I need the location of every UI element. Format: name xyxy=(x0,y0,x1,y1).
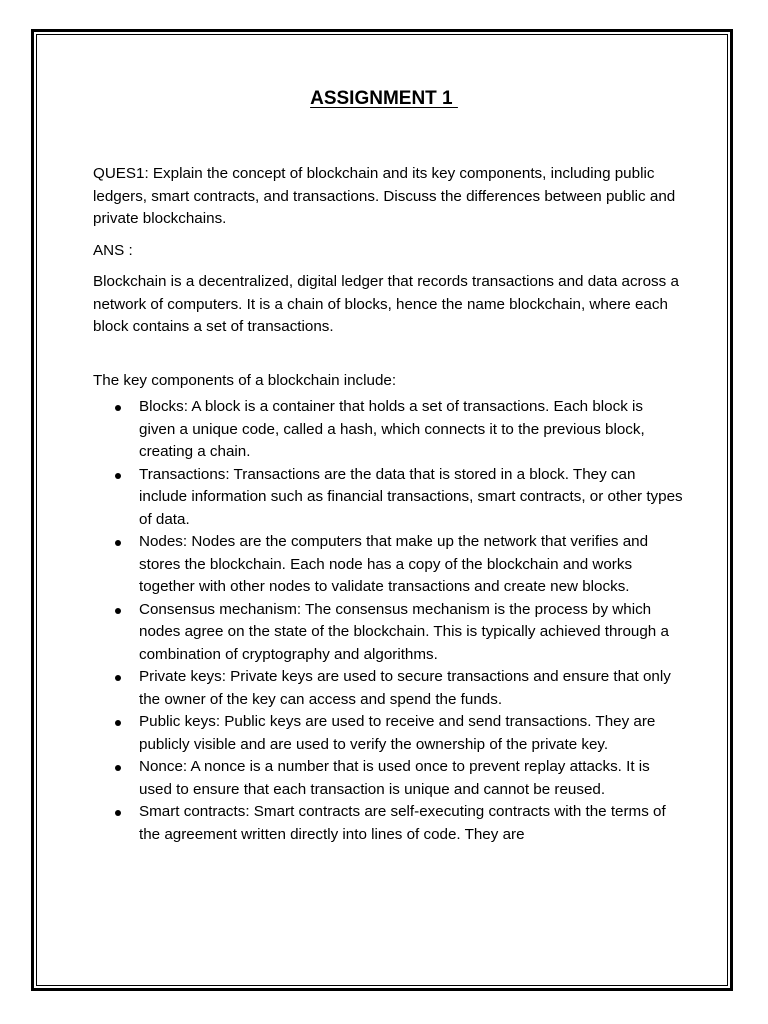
components-intro: The key components of a blockchain include: xyxy=(93,371,397,389)
list-item-text: Smart contracts: Smart contracts are self-executing contracts with the terms of the agreement written directly into lines of code. They are xyxy=(139,803,666,843)
components-list xyxy=(93,396,683,846)
list-item-text: Nodes: Nodes are the computers that make up the network that verifies and stores the blockchain. Each node has a copy of the blockchain and works together with other nodes to validate transactions and create new blocks. xyxy=(139,533,649,595)
list-item xyxy=(93,531,683,599)
list-item-text: Private keys: Private keys are used to secure transactions and ensure that only the owner of the key can access and spend the funds. xyxy=(139,668,671,708)
list-item-text: Consensus mechanism: The consensus mechanism is the process by which nodes agree on the state of the blockchain. This is typically achieved through a combination of cryptography and algorithms. xyxy=(139,600,669,663)
bullet-icon xyxy=(115,405,121,411)
bullet-icon xyxy=(115,540,121,546)
intro-paragraph: Blockchain is a decentralized, digital ledger that records transactions and data across a network of computers. It is a chain of blocks, hence the name blockchain, where each block contains a set of transactions. xyxy=(93,273,679,335)
list-item-text: Blocks: A block is a container that holds a set of transactions. Each block is given a unique code, called a hash, which connects it to the previous block, creating a chain. xyxy=(139,398,645,460)
bullet-icon xyxy=(115,473,121,479)
list-item-text: Nonce: A nonce is a number that is used once to prevent replay attacks. It is used to ensure that each transaction is unique and cannot be reused. xyxy=(139,758,650,798)
answer-label: ANS : xyxy=(93,241,133,259)
list-item-text: Transactions: Transactions are the data that is stored in a block. They can include information such as financial transactions, smart contracts, or other types of data. xyxy=(139,465,683,528)
bullet-icon xyxy=(115,720,121,726)
list-item xyxy=(93,599,683,667)
bullet-icon xyxy=(115,608,121,614)
bullet-icon xyxy=(115,765,121,771)
question-text: QUES1: Explain the concept of blockchain and its key components, including public ledgers, smart contracts, and transactions. Discuss the differences between public and private blockchains. xyxy=(93,165,676,227)
list-item xyxy=(93,464,683,532)
page-title: ASSIGNMENT 1 xyxy=(310,88,458,109)
list-item xyxy=(93,396,683,464)
list-item xyxy=(93,801,683,846)
bullet-icon xyxy=(115,675,121,681)
list-item xyxy=(93,756,683,801)
list-item xyxy=(93,711,683,756)
list-item xyxy=(93,666,683,711)
list-item-text: Public keys: Public keys are used to receive and send transactions. They are publicly visible and are used to verify the ownership of the private key. xyxy=(139,713,656,753)
document-body xyxy=(93,163,683,846)
bullet-icon xyxy=(115,810,121,816)
